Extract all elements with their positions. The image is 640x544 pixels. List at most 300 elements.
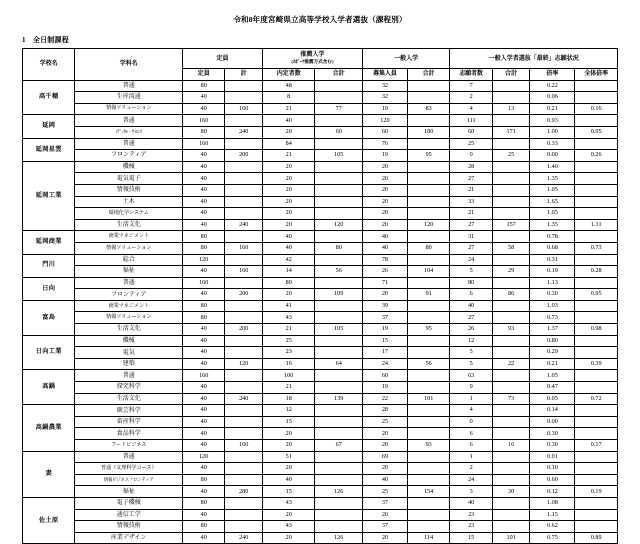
- capacity-total-cell: 200: [225, 324, 263, 336]
- general-quota-cell: 40: [362, 474, 407, 486]
- capacity-total-cell: [225, 509, 263, 521]
- applicants-total-cell: 13: [492, 103, 529, 115]
- rate-cell: 1.00: [530, 126, 575, 138]
- capacity-cell: 80: [182, 300, 224, 312]
- recommend-total-cell: 67: [315, 440, 363, 452]
- applicants-cell: 21: [450, 208, 492, 220]
- rate-cell: 1.05: [530, 208, 575, 220]
- school-name-cell: 延岡: [23, 115, 75, 138]
- general-total-cell: 104: [407, 266, 450, 278]
- recommend-total-cell: [315, 521, 363, 533]
- recommend-total-cell: 109: [315, 289, 363, 301]
- recommend-accepted-cell: 20: [262, 289, 314, 301]
- capacity-cell: 40: [182, 405, 224, 417]
- capacity-cell: 40: [182, 184, 224, 196]
- capacity-cell: 40: [182, 382, 224, 394]
- general-quota-cell: 20: [362, 208, 407, 220]
- col-header-recommend-group: [262, 49, 362, 69]
- recommend-accepted-cell: 51: [262, 451, 314, 463]
- rate-cell: 1.05: [530, 370, 575, 382]
- department-name-cell: 産業デザイン: [75, 532, 182, 544]
- general-total-cell: [407, 463, 450, 475]
- col-header-department: 学科名: [75, 49, 182, 81]
- capacity-total-cell: 120: [225, 358, 263, 370]
- general-total-cell: [407, 173, 450, 185]
- col-header-final-total: 合計: [492, 69, 529, 81]
- rate-cell: 0.05: [530, 393, 575, 405]
- general-total-cell: 56: [407, 358, 450, 370]
- document-page: [0, 14, 640, 542]
- recommend-total-cell: [315, 335, 363, 347]
- capacity-total-cell: 200: [225, 150, 263, 162]
- general-total-cell: [407, 347, 450, 359]
- capacity-total-cell: [225, 254, 263, 266]
- general-quota-cell: 19: [362, 103, 407, 115]
- table-row: [23, 428, 618, 440]
- general-quota-cell: 20: [362, 532, 407, 544]
- school-name-cell: 高鍋農業: [23, 405, 75, 451]
- recommend-total-cell: [315, 347, 363, 359]
- applicants-cell: 31: [450, 231, 492, 243]
- capacity-total-cell: 240: [225, 532, 263, 544]
- general-total-cell: [407, 521, 450, 533]
- general-total-cell: [407, 312, 450, 324]
- school-name-cell: 門川: [23, 254, 75, 277]
- capacity-total-cell: [225, 208, 263, 220]
- recommend-total-cell: [315, 92, 363, 104]
- general-total-cell: [407, 451, 450, 463]
- overall-rate-cell: [575, 451, 618, 463]
- overall-rate-cell: [575, 416, 618, 428]
- applicants-total-cell: 86: [492, 289, 529, 301]
- rate-cell: 1.08: [530, 497, 575, 509]
- capacity-cell: 40: [182, 173, 224, 185]
- applicants-cell: 27: [450, 242, 492, 254]
- general-quota-cell: 19: [362, 150, 407, 162]
- table-row: [23, 312, 618, 324]
- recommend-accepted-cell: 12: [262, 405, 314, 417]
- applicants-cell: 111: [450, 115, 492, 127]
- recommend-total-cell: 126: [315, 486, 363, 498]
- overall-rate-cell: [575, 474, 618, 486]
- recommend-total-cell: [315, 497, 363, 509]
- overall-rate-cell: [575, 521, 618, 533]
- department-name-cell: フードビジネス: [75, 440, 182, 452]
- col-header-overall-rate: 全体倍率: [575, 69, 618, 81]
- department-name-cell: 建築: [75, 358, 182, 370]
- department-name-cell: 普通: [75, 451, 182, 463]
- applicants-cell: 0: [450, 150, 492, 162]
- department-name-cell: 電気電子: [75, 173, 182, 185]
- recommend-total-cell: [315, 463, 363, 475]
- rate-cell: 0.93: [530, 115, 575, 127]
- rate-cell: 0.19: [530, 266, 575, 278]
- overall-rate-cell: 0.89: [575, 532, 618, 544]
- general-quota-cell: 24: [362, 358, 407, 370]
- table-row: [23, 509, 618, 521]
- department-name-cell: 商業マネジメント: [75, 300, 182, 312]
- applicants-cell: 5: [450, 358, 492, 370]
- department-name-cell: 電子機械: [75, 497, 182, 509]
- general-quota-cell: 20: [362, 173, 407, 185]
- capacity-cell: 40: [182, 196, 224, 208]
- capacity-cell: 40: [182, 440, 224, 452]
- recommend-accepted-cell: 20: [262, 173, 314, 185]
- general-total-cell: [407, 196, 450, 208]
- recommend-total-cell: [315, 474, 363, 486]
- capacity-cell: 40: [182, 393, 224, 405]
- recommend-accepted-cell: 20: [262, 161, 314, 173]
- applicants-cell: 5: [450, 266, 492, 278]
- applicants-total-cell: [492, 138, 529, 150]
- recommend-accepted-cell: 18: [262, 393, 314, 405]
- applicants-cell: 28: [450, 161, 492, 173]
- recommend-total-cell: 126: [315, 532, 363, 544]
- applicants-cell: 6: [450, 289, 492, 301]
- general-quota-cell: 40: [362, 231, 407, 243]
- general-total-cell: [407, 138, 450, 150]
- table-row: [23, 358, 618, 370]
- general-quota-cell: 20: [362, 440, 407, 452]
- capacity-cell: 40: [182, 289, 224, 301]
- col-header-capacity: 定員: [182, 69, 224, 81]
- general-total-cell: 154: [407, 486, 450, 498]
- capacity-cell: 80: [182, 497, 224, 509]
- col-header-capacity-group: 定員: [182, 49, 262, 69]
- capacity-total-cell: [225, 138, 263, 150]
- rate-cell: 0.31: [530, 254, 575, 266]
- overall-rate-cell: [575, 497, 618, 509]
- applicants-cell: 2: [450, 463, 492, 475]
- overall-rate-cell: [575, 370, 618, 382]
- applicants-total-cell: 171: [492, 126, 529, 138]
- overall-rate-cell: 0.39: [575, 358, 618, 370]
- capacity-cell: 40: [182, 486, 224, 498]
- general-total-cell: [407, 80, 450, 92]
- capacity-cell: 120: [182, 451, 224, 463]
- applicants-cell: 5: [450, 347, 492, 359]
- table-body: [23, 80, 618, 544]
- overall-rate-cell: [575, 254, 618, 266]
- applicants-cell: 9: [450, 382, 492, 394]
- department-name-cell: 環境化学システム: [75, 208, 182, 220]
- applicants-total-cell: [492, 115, 529, 127]
- department-name-cell: 福祉: [75, 486, 182, 498]
- applicants-total-cell: [492, 335, 529, 347]
- rate-cell: 1.03: [530, 300, 575, 312]
- school-name-cell: 高鍋: [23, 370, 75, 405]
- rate-cell: 0.14: [530, 405, 575, 417]
- capacity-cell: 40: [182, 532, 224, 544]
- general-total-cell: [407, 335, 450, 347]
- general-quota-cell: 26: [362, 266, 407, 278]
- capacity-total-cell: [225, 277, 263, 289]
- applicants-total-cell: [492, 173, 529, 185]
- general-quota-cell: 39: [362, 300, 407, 312]
- applicants-total-cell: [492, 161, 529, 173]
- col-header-final-group: 一般入学者選抜「最終」志願状況: [450, 49, 618, 69]
- table-row: [23, 405, 618, 417]
- capacity-cell: 40: [182, 358, 224, 370]
- school-name-cell: 佐土原: [23, 497, 75, 543]
- capacity-cell: 40: [182, 103, 224, 115]
- recommend-accepted-cell: 21: [262, 103, 314, 115]
- capacity-total-cell: [225, 300, 263, 312]
- general-total-cell: [407, 497, 450, 509]
- table-row: [23, 486, 618, 498]
- recommend-accepted-cell: 100: [262, 370, 314, 382]
- rate-cell: 0.73: [530, 312, 575, 324]
- department-name-cell: 情報ソリューション: [75, 312, 182, 324]
- overall-rate-cell: 0.26: [575, 150, 618, 162]
- overall-rate-cell: [575, 80, 618, 92]
- recommend-accepted-cell: 43: [262, 521, 314, 533]
- general-quota-cell: 20: [362, 161, 407, 173]
- department-name-cell: 探究科学: [75, 382, 182, 394]
- recommend-accepted-cell: 15: [262, 416, 314, 428]
- department-name-cell: 機械: [75, 161, 182, 173]
- rate-cell: 1.65: [530, 196, 575, 208]
- general-quota-cell: 37: [362, 312, 407, 324]
- department-name-cell: 普通（文理科学コース）: [75, 463, 182, 475]
- rate-cell: 0.30: [530, 289, 575, 301]
- general-quota-cell: 20: [362, 289, 407, 301]
- department-name-cell: 生産流通: [75, 92, 182, 104]
- general-total-cell: [407, 300, 450, 312]
- capacity-cell: 80: [182, 80, 224, 92]
- header-row-top: [23, 49, 618, 69]
- department-name-cell: 情報ビジネスフロンティア: [75, 474, 182, 486]
- applicants-cell: 63: [450, 370, 492, 382]
- rate-cell: 0.22: [530, 80, 575, 92]
- admissions-table-container: [22, 48, 618, 544]
- capacity-cell: 40: [182, 509, 224, 521]
- table-row: [23, 393, 618, 405]
- table-row: [23, 219, 618, 231]
- applicants-cell: 23: [450, 521, 492, 533]
- table-row: [23, 231, 618, 243]
- applicants-total-cell: 29: [492, 266, 529, 278]
- recommend-group-line2: (ｽﾎﾟｰﾂ推薦方式含む): [291, 59, 334, 65]
- table-row: [23, 150, 618, 162]
- general-quota-cell: 20: [362, 428, 407, 440]
- recommend-accepted-cell: 84: [262, 138, 314, 150]
- general-total-cell: 114: [407, 532, 450, 544]
- capacity-cell: 80: [182, 312, 224, 324]
- department-name-cell: 情報技術: [75, 521, 182, 533]
- recommend-total-cell: 120: [315, 219, 363, 231]
- general-quota-cell: 25: [362, 486, 407, 498]
- applicants-cell: 6: [450, 428, 492, 440]
- col-header-final-applicants: 志願者数: [450, 69, 492, 81]
- recommend-total-cell: [315, 428, 363, 440]
- table-row: [23, 521, 618, 533]
- school-name-cell: 妻: [23, 451, 75, 497]
- overall-rate-cell: [575, 208, 618, 220]
- table-row: [23, 80, 618, 92]
- recommend-accepted-cell: 41: [262, 300, 314, 312]
- rate-cell: 0.33: [530, 138, 575, 150]
- overall-rate-cell: 0.72: [575, 393, 618, 405]
- rate-cell: 0.12: [530, 486, 575, 498]
- department-name-cell: 情報技術: [75, 184, 182, 196]
- department-name-cell: 通信工学: [75, 509, 182, 521]
- general-total-cell: 83: [407, 103, 450, 115]
- capacity-total-cell: 160: [225, 440, 263, 452]
- rate-cell: 0.78: [530, 231, 575, 243]
- recommend-total-cell: [315, 277, 363, 289]
- capacity-cell: 40: [182, 416, 224, 428]
- recommend-total-cell: [315, 173, 363, 185]
- applicants-cell: 23: [450, 509, 492, 521]
- applicants-total-cell: [492, 347, 529, 359]
- recommend-total-cell: [315, 231, 363, 243]
- overall-rate-cell: [575, 196, 618, 208]
- recommend-accepted-cell: 89: [262, 277, 314, 289]
- rate-cell: 0.29: [530, 347, 575, 359]
- recommend-accepted-cell: 23: [262, 347, 314, 359]
- col-header-general-total: 合計: [407, 69, 450, 81]
- general-total-cell: 101: [407, 393, 450, 405]
- table-row: [23, 266, 618, 278]
- capacity-cell: 40: [182, 266, 224, 278]
- recommend-accepted-cell: 25: [262, 335, 314, 347]
- capacity-total-cell: 240: [225, 393, 263, 405]
- capacity-total-cell: [225, 497, 263, 509]
- capacity-total-cell: [225, 428, 263, 440]
- recommend-total-cell: [315, 416, 363, 428]
- applicants-total-cell: [492, 463, 529, 475]
- recommend-total-cell: [315, 115, 363, 127]
- applicants-cell: 24: [450, 474, 492, 486]
- recommend-accepted-cell: 20: [262, 126, 314, 138]
- rate-cell: 0.10: [530, 463, 575, 475]
- recommend-total-cell: [315, 208, 363, 220]
- rate-cell: 0.60: [530, 474, 575, 486]
- overall-rate-cell: [575, 92, 618, 104]
- table-row: [23, 335, 618, 347]
- applicants-cell: 15: [450, 532, 492, 544]
- general-total-cell: [407, 184, 450, 196]
- table-row: [23, 196, 618, 208]
- general-total-cell: [407, 208, 450, 220]
- general-total-cell: [407, 92, 450, 104]
- recommend-accepted-cell: 48: [262, 80, 314, 92]
- department-name-cell: 普通: [75, 138, 182, 150]
- recommend-accepted-cell: 40: [262, 242, 314, 254]
- recommend-accepted-cell: 20: [262, 463, 314, 475]
- page-title: 令和8年度宮崎県立高等学校入学者選抜（課程別）: [233, 15, 407, 24]
- capacity-total-cell: [225, 184, 263, 196]
- recommend-accepted-cell: 21: [262, 150, 314, 162]
- recommend-accepted-cell: 16: [262, 358, 314, 370]
- rate-cell: 0.00: [530, 150, 575, 162]
- capacity-cell: 40: [182, 161, 224, 173]
- department-name-cell: 園芸科学: [75, 405, 182, 417]
- general-quota-cell: 17: [362, 347, 407, 359]
- department-name-cell: 畜産科学: [75, 416, 182, 428]
- general-quota-cell: 25: [362, 416, 407, 428]
- recommend-total-cell: 105: [315, 150, 363, 162]
- recommend-accepted-cell: 40: [262, 474, 314, 486]
- general-total-cell: 120: [407, 219, 450, 231]
- recommend-accepted-cell: 40: [262, 231, 314, 243]
- general-quota-cell: 60: [362, 370, 407, 382]
- capacity-total-cell: [225, 451, 263, 463]
- applicants-total-cell: [492, 184, 529, 196]
- overall-rate-cell: 0.98: [575, 324, 618, 336]
- capacity-total-cell: [225, 474, 263, 486]
- table-row: [23, 416, 618, 428]
- department-name-cell: 生活文化: [75, 219, 182, 231]
- applicants-cell: 27: [450, 312, 492, 324]
- capacity-total-cell: [225, 405, 263, 417]
- capacity-cell: 160: [182, 138, 224, 150]
- recommend-accepted-cell: 43: [262, 497, 314, 509]
- applicants-cell: 40: [450, 300, 492, 312]
- capacity-total-cell: 160: [225, 242, 263, 254]
- general-quota-cell: 76: [362, 138, 407, 150]
- recommend-accepted-cell: 14: [262, 266, 314, 278]
- overall-rate-cell: [575, 138, 618, 150]
- applicants-total-cell: 101: [492, 532, 529, 544]
- general-total-cell: [407, 382, 450, 394]
- applicants-total-cell: [492, 277, 529, 289]
- table-row: [23, 289, 618, 301]
- applicants-total-cell: [492, 428, 529, 440]
- capacity-total-cell: [225, 521, 263, 533]
- applicants-total-cell: 25: [492, 150, 529, 162]
- recommend-accepted-cell: 40: [262, 115, 314, 127]
- rate-cell: 0.47: [530, 382, 575, 394]
- table-row: [23, 382, 618, 394]
- general-total-cell: [407, 370, 450, 382]
- col-header-general-group: 一般入学: [362, 49, 449, 69]
- department-name-cell: 機械: [75, 335, 182, 347]
- capacity-cell: 40: [182, 335, 224, 347]
- applicants-cell: 2: [450, 92, 492, 104]
- applicants-total-cell: 58: [492, 242, 529, 254]
- applicants-cell: 21: [450, 184, 492, 196]
- table-row: [23, 463, 618, 475]
- general-quota-cell: 20: [362, 463, 407, 475]
- applicants-total-cell: 93: [492, 324, 529, 336]
- recommend-total-cell: [315, 370, 363, 382]
- school-name-cell: 延岡商業: [23, 231, 75, 254]
- capacity-total-cell: 200: [225, 289, 263, 301]
- overall-rate-cell: 1.31: [575, 219, 618, 231]
- general-total-cell: 80: [407, 242, 450, 254]
- school-name-cell: 延岡工業: [23, 161, 75, 231]
- overall-rate-cell: [575, 115, 618, 127]
- department-name-cell: フロンティア: [75, 150, 182, 162]
- overall-rate-cell: [575, 347, 618, 359]
- recommend-total-cell: [315, 382, 363, 394]
- applicants-cell: 4: [450, 405, 492, 417]
- overall-rate-cell: [575, 231, 618, 243]
- capacity-cell: 80: [182, 521, 224, 533]
- recommend-total-cell: [315, 312, 363, 324]
- recommend-total-cell: 105: [315, 324, 363, 336]
- capacity-total-cell: 240: [225, 219, 263, 231]
- general-quota-cell: 60: [362, 126, 407, 138]
- table-row: [23, 474, 618, 486]
- general-quota-cell: 120: [362, 115, 407, 127]
- general-total-cell: [407, 115, 450, 127]
- col-header-recommend-total: 合計: [315, 69, 363, 81]
- applicants-total-cell: [492, 312, 529, 324]
- general-quota-cell: 69: [362, 451, 407, 463]
